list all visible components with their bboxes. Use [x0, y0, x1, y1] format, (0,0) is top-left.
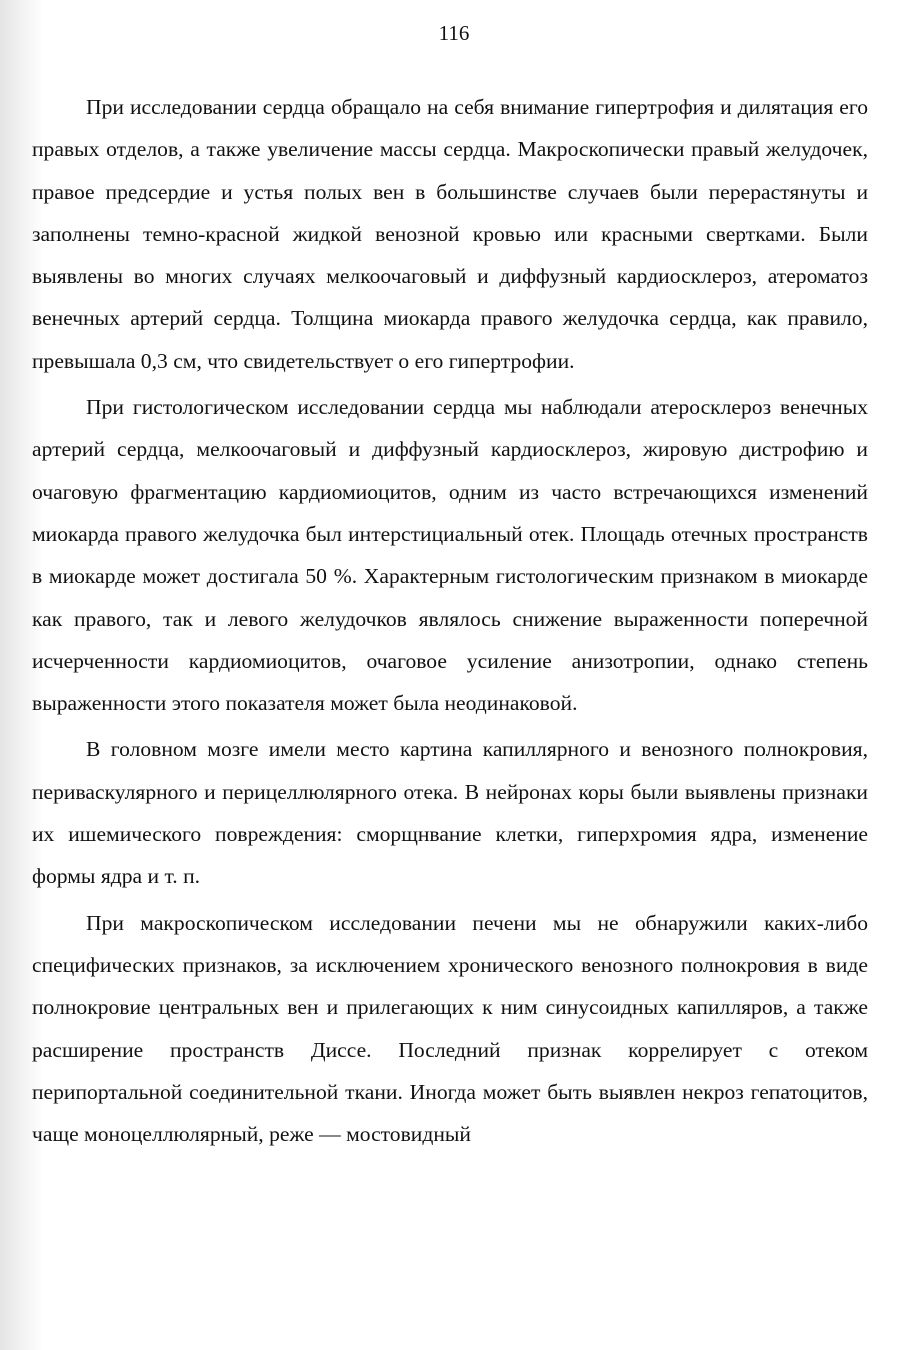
paragraph-liver: При макроскопическом исследовании печени мы не обнаружили каких-либо специфических признаков, за исключением хронического венозного полнокровия в виде полнокровие центральных вен и прилегающих к ним синусоидных капилляров, а также расширение пространств Диссе. Последний признак коррелирует с отеком перипортальной соединительной ткани. Иногда может быть выявлен некроз гепатоцитов, чаще моноцеллюлярный, реже — мостовидный [32, 910, 868, 1147]
paragraph-brain: В головном мозге имели место картина капиллярного и венозного полнокровия, периваскулярного и перицеллюлярного отека. В нейронах коры были выявлены признаки их ишемического повреждения: сморщнвание клетки, гиперхромия ядра, изменение формы ядра и т. п. [32, 737, 868, 889]
document-page [32, 20, 868, 1155]
paragraph-heart-histology: При гистологическом исследовании сердца мы наблюдали атеросклероз венечных артерий сердца, мелкоочаговый и диффузный кардиосклероз, жировую дистрофию и очаговую фрагментацию кардиомиоцитов, одним из часто встречающихся изменений миокарда правого желудочка был интерстициальный отек. Площадь отечных пространств в миокарде может достигала 50 %. Характерным гистологическим признаком в миокарде как правого, так и левого желудочков являлось снижение выраженности поперечной исчерченности кардиомиоцитов, очаговое усиление анизотропии, однако степень выраженности этого показателя может была неодинаковой. [32, 395, 868, 716]
paragraph-heart-macroscopy: При исследовании сердца обращало на себя внимание гипертрофия и дилятация его правых отделов, а также увеличение массы сердца. Макроскопически правый желудочек, правое предсердие и устья полых вен в большинстве случаев были перерастянуты и заполнены темно-красной жидкой венозной кровью или красными свертками. Были выявлены во многих случаях мелкоочаговый и диффузный кардиосклероз, атероматоз венечных артерий сердца. Толщина миокарда правого желудочка сердца, как правило, превышала 0,3 см, что свидетельствует о его гипертрофии. [32, 95, 868, 373]
page-number: 116 [438, 21, 470, 45]
